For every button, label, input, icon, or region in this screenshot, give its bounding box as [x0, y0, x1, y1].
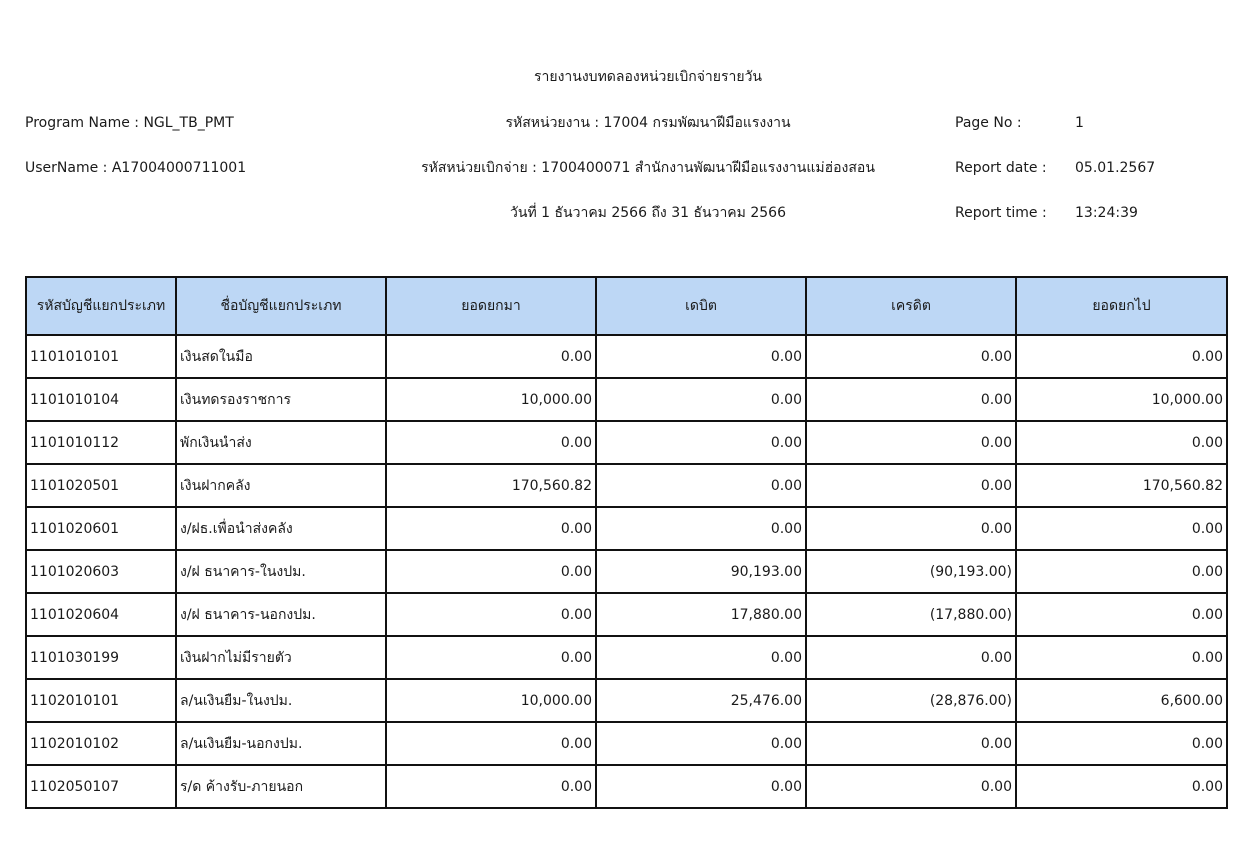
report-date-label: Report date : — [955, 160, 1047, 176]
account-code: 1101020601 — [26, 507, 176, 550]
debit: 0.00 — [596, 335, 806, 378]
debit: 0.00 — [596, 765, 806, 808]
page-no-value: 1 — [1075, 115, 1084, 131]
credit: 0.00 — [806, 464, 1016, 507]
trial-balance-table — [25, 276, 1228, 809]
table-row — [26, 378, 1227, 421]
opening-balance: 10,000.00 — [386, 679, 596, 722]
account-name: ง/ฝธ.เพื่อนำส่งคลัง — [176, 507, 386, 550]
account-code: 1102010101 — [26, 679, 176, 722]
account-code: 1101030199 — [26, 636, 176, 679]
opening-balance: 10,000.00 — [386, 378, 596, 421]
credit: 0.00 — [806, 765, 1016, 808]
closing-balance: 0.00 — [1016, 722, 1227, 765]
disbursing-unit-line: รหัสหน่วยเบิกจ่าย : 1700400071 สำนักงานพัฒนาฝีมือแรงงานแม่ฮ่องสอน — [421, 160, 875, 176]
account-name: เงินฝากคลัง — [176, 464, 386, 507]
account-name: ง/ฝ ธนาคาร-นอกงปม. — [176, 593, 386, 636]
report-time-value: 13:24:39 — [1075, 205, 1138, 221]
table-row — [26, 421, 1227, 464]
opening-balance: 0.00 — [386, 550, 596, 593]
credit: 0.00 — [806, 335, 1016, 378]
closing-balance: 0.00 — [1016, 421, 1227, 464]
opening-balance: 0.00 — [386, 722, 596, 765]
debit: 0.00 — [596, 464, 806, 507]
closing-balance: 0.00 — [1016, 593, 1227, 636]
credit: 0.00 — [806, 722, 1016, 765]
credit: (28,876.00) — [806, 679, 1016, 722]
debit: 17,880.00 — [596, 593, 806, 636]
page-no-label: Page No : — [955, 115, 1022, 131]
opening-balance: 0.00 — [386, 593, 596, 636]
header-opening-balance: ยอดยกมา — [386, 277, 596, 335]
header-credit: เครดิต — [806, 277, 1016, 335]
credit: (17,880.00) — [806, 593, 1016, 636]
opening-balance: 0.00 — [386, 765, 596, 808]
account-code: 1101010101 — [26, 335, 176, 378]
header-account-name: ชื่อบัญชีแยกประเภท — [176, 277, 386, 335]
account-name: พักเงินนำส่ง — [176, 421, 386, 464]
account-code: 1101020604 — [26, 593, 176, 636]
account-code: 1101010112 — [26, 421, 176, 464]
debit: 25,476.00 — [596, 679, 806, 722]
debit: 0.00 — [596, 421, 806, 464]
table-row — [26, 636, 1227, 679]
credit: 0.00 — [806, 636, 1016, 679]
closing-balance: 10,000.00 — [1016, 378, 1227, 421]
opening-balance: 0.00 — [386, 507, 596, 550]
opening-balance: 0.00 — [386, 636, 596, 679]
credit: 0.00 — [806, 507, 1016, 550]
table-row — [26, 507, 1227, 550]
report-time-label: Report time : — [955, 205, 1047, 221]
table-row — [26, 335, 1227, 378]
opening-balance: 170,560.82 — [386, 464, 596, 507]
report-title: รายงานงบทดลองหน่วยเบิกจ่ายรายวัน — [533, 69, 763, 85]
header-closing-balance: ยอดยกไป — [1016, 277, 1227, 335]
closing-balance: 0.00 — [1016, 765, 1227, 808]
account-name: ง/ฝ ธนาคาร-ในงปม. — [176, 550, 386, 593]
debit: 0.00 — [596, 378, 806, 421]
closing-balance: 0.00 — [1016, 550, 1227, 593]
closing-balance: 170,560.82 — [1016, 464, 1227, 507]
header-debit: เดบิต — [596, 277, 806, 335]
account-name: ล/นเงินยืม-ในงปม. — [176, 679, 386, 722]
account-code: 1102010102 — [26, 722, 176, 765]
account-name: ล/นเงินยืม-นอกงปม. — [176, 722, 386, 765]
table-row — [26, 593, 1227, 636]
agency-line: รหัสหน่วยงาน : 17004 กรมพัฒนาฝีมือแรงงาน — [505, 115, 791, 131]
debit: 90,193.00 — [596, 550, 806, 593]
account-code: 1101020501 — [26, 464, 176, 507]
closing-balance: 0.00 — [1016, 335, 1227, 378]
closing-balance: 6,600.00 — [1016, 679, 1227, 722]
table-row — [26, 722, 1227, 765]
opening-balance: 0.00 — [386, 335, 596, 378]
account-code: 1101010104 — [26, 378, 176, 421]
debit: 0.00 — [596, 722, 806, 765]
debit: 0.00 — [596, 636, 806, 679]
account-name: เงินสดในมือ — [176, 335, 386, 378]
credit: (90,193.00) — [806, 550, 1016, 593]
header-account-code: รหัสบัญชีแยกประเภท — [26, 277, 176, 335]
debit: 0.00 — [596, 507, 806, 550]
account-name: เงินฝากไม่มีรายตัว — [176, 636, 386, 679]
account-name: เงินทดรองราชการ — [176, 378, 386, 421]
credit: 0.00 — [806, 378, 1016, 421]
account-name: ร/ด ค้างรับ-ภายนอก — [176, 765, 386, 808]
table-row — [26, 679, 1227, 722]
username: UserName : A17004000711001 — [25, 160, 247, 176]
account-code: 1101020603 — [26, 550, 176, 593]
closing-balance: 0.00 — [1016, 636, 1227, 679]
account-code: 1102050107 — [26, 765, 176, 808]
table-row — [26, 765, 1227, 808]
table-header-row — [26, 277, 1227, 335]
program-name: Program Name : NGL_TB_PMT — [25, 115, 234, 131]
date-range: วันที่ 1 ธันวาคม 2566 ถึง 31 ธันวาคม 2566 — [510, 205, 786, 221]
opening-balance: 0.00 — [386, 421, 596, 464]
credit: 0.00 — [806, 421, 1016, 464]
report-date-value: 05.01.2567 — [1075, 160, 1156, 176]
table-row — [26, 550, 1227, 593]
closing-balance: 0.00 — [1016, 507, 1227, 550]
table-row — [26, 464, 1227, 507]
